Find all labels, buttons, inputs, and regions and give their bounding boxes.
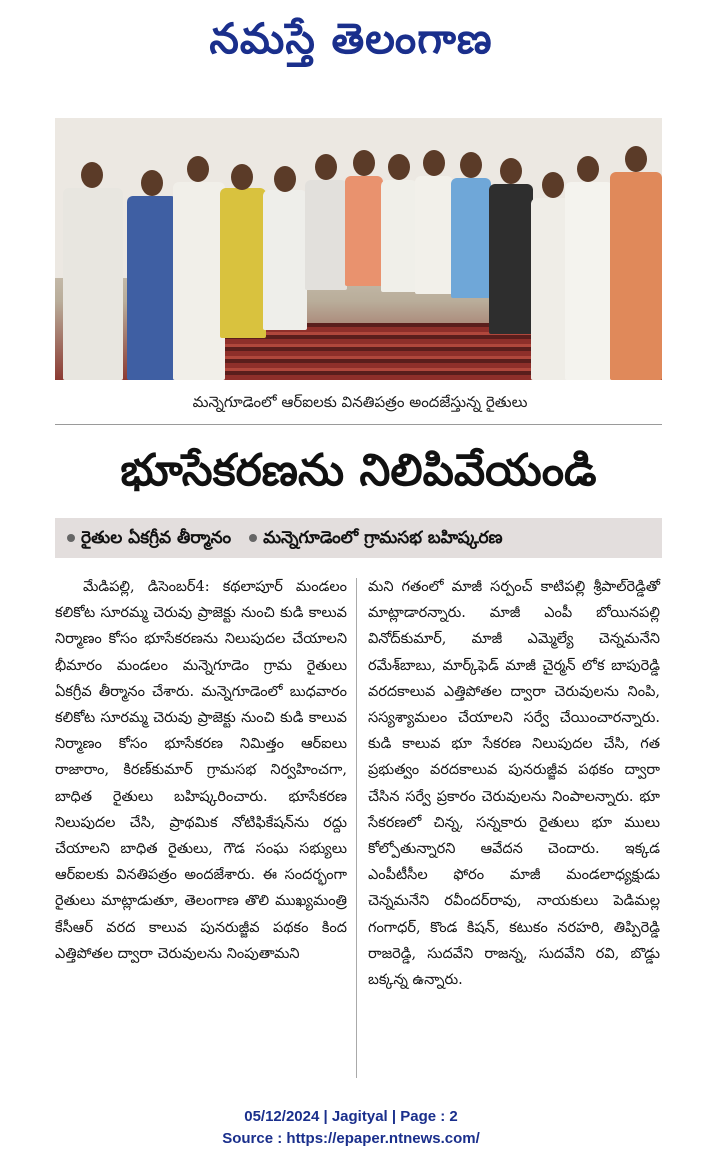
photo-person (263, 190, 307, 330)
bullet-icon (67, 534, 75, 542)
bullet-icon (249, 534, 257, 542)
footer-source-link[interactable]: Source : https://epaper.ntnews.com/ (222, 1130, 480, 1147)
photo-person (489, 184, 533, 334)
photo-person (451, 178, 491, 298)
photo-person-head (315, 154, 337, 180)
news-photo (55, 118, 662, 380)
photo-person-head (187, 156, 209, 182)
photo-person-head (141, 170, 163, 196)
photo-person (345, 176, 383, 286)
source-footer (0, 1106, 702, 1150)
photo-person-head (423, 150, 445, 176)
newspaper-masthead: నమస్తే తెలంగాణ (209, 14, 493, 63)
article-column-right: మని గతంలో మాజీ సర్పంచ్‌ కాటిపల్లి శ్రీపాల్‌రెడ్డితో మాట్లాడారన్నారు. మాజీ ఎంపీ బోయినపల్లి వినోద్‌కుమార్‌, మాజీ ఎమ్మెల్యే చెన్నమనేని రమేశ్‌బాబు, మార్క్‌ఫెడ్‌ మాజీ చైర్మన్‌ లోక బాపురెడ్డి వరదకాలువ ఎత్తిపోతల ద్వారా చెరువులను నింపి, సస్యశ్యామలం చేయాలని సర్వే చేయించారన్నారు. కుడి కాలువ భూ సేకరణ నిలుపుదల చేసి, గత ప్రభుత్వం వరదకాలువ పునరుజ్జీవ పథకం ద్వారా చేసిన సర్వే ప్రకారం చెరువులను నింపాలన్నారు. భూ సేకరణలో చిన్న, సన్నకారు రైతులు భూ ములు కోల్పోతున్నారని ఆవేదన చెందారు. ఇక్కడ ఎంపీటీసీల ఫోరం మాజీ మండలాధ్యక్షుడు చెన్నమనేని రవీందర్‌రావు, నాయకులు పెడిమల్ల గంగాధర్‌, కొండ కిషన్‌, కటుకం నరహరి, తిప్పిరెడ్డి రాజరెడ్డి, సుదవేని రాజన్న, సుదవేని రవి, బొడ్డు బక్కన్న ఉన్నారు. (368, 579, 660, 989)
photo-person-head (460, 152, 482, 178)
photo-person-head (353, 150, 375, 176)
photo-person-head (231, 164, 253, 190)
photo-person (415, 176, 453, 294)
footer-date-page: 05/12/2024 | Jagityal | Page : 2 (244, 1108, 458, 1125)
photo-person-head (500, 158, 522, 184)
photo-person-head (577, 156, 599, 182)
photo-person-head (542, 172, 564, 198)
article-column-left: మేడిపల్లి, డిసెంబర్‌4: కథలాపూర్‌ మండలం కలికోట సూరమ్మ చెరువు ప్రాజెక్టు నుంచి కుడి కాలువ నిర్మాణం కోసం భూసేకరణను నిలుపుదల చేయాలని భీమారం మండలం మన్నెగూడెం గ్రామ రైతులు ఏకగ్రీవ తీర్మానం చేశారు. మన్నెగూడెంలో బుధవారం కలికోట సూరమ్మ చెరువు ప్రాజెక్టు నుంచి కుడి కాలువ నిర్మాణం కోసం భూసేకరణ నిమిత్తం ఆర్‌ఐలు రాజారాం, కిరణ్‌కుమార్‌ గ్రామసభ నిర్వహించగా, బాధిత రైతులు బహిష్కరించారు. భూసేకరణ నిలుపుదల చేసి, ప్రాథమిక నోటిఫికేషన్‌ను రద్దు చేయాలని బాధిత రైతులు, గౌడ సంఘ సభ్యులు ఆర్‌ఐలకు వినతిపత్రం అందజేశారు. ఈ సందర్భంగా రైతులు మాట్లాడుతూ, తెలంగాణ తొలి ముఖ్యమంత్రి కేసీఆర్‌ వరద కాలువ పునరుజ్జీవ పథకం కింద ఎత్తిపోతల ద్వారా చెరువులను నింపుతామని (55, 579, 347, 962)
photo-person (220, 188, 266, 338)
photo-person-head (625, 146, 647, 172)
photo-person-head (81, 162, 103, 188)
photo-person (381, 180, 417, 292)
subheading-item: రైతుల ఏకగ్రీవ తీర్మానం (67, 518, 231, 558)
photo-person (173, 182, 225, 380)
subheading-bar (55, 518, 662, 558)
headline: భూసేకరణను నిలిపివేయండి (120, 445, 597, 496)
photo-person (63, 188, 123, 380)
photo-person-head (274, 166, 296, 192)
photo-person (305, 180, 347, 290)
photo-person (127, 196, 177, 380)
column-divider (356, 578, 357, 1078)
subheading-item: మన్నెగూడెంలో గ్రామసభ బహిష్కరణ (249, 518, 503, 558)
photo-caption: మన్నెగూడెంలో ఆర్‌ఐలకు వినతిపత్రం అందజేస్తున్న రైతులు (192, 393, 528, 411)
photo-person-head (388, 154, 410, 180)
divider (55, 424, 662, 425)
photo-person (610, 172, 662, 380)
photo-person (565, 182, 613, 380)
